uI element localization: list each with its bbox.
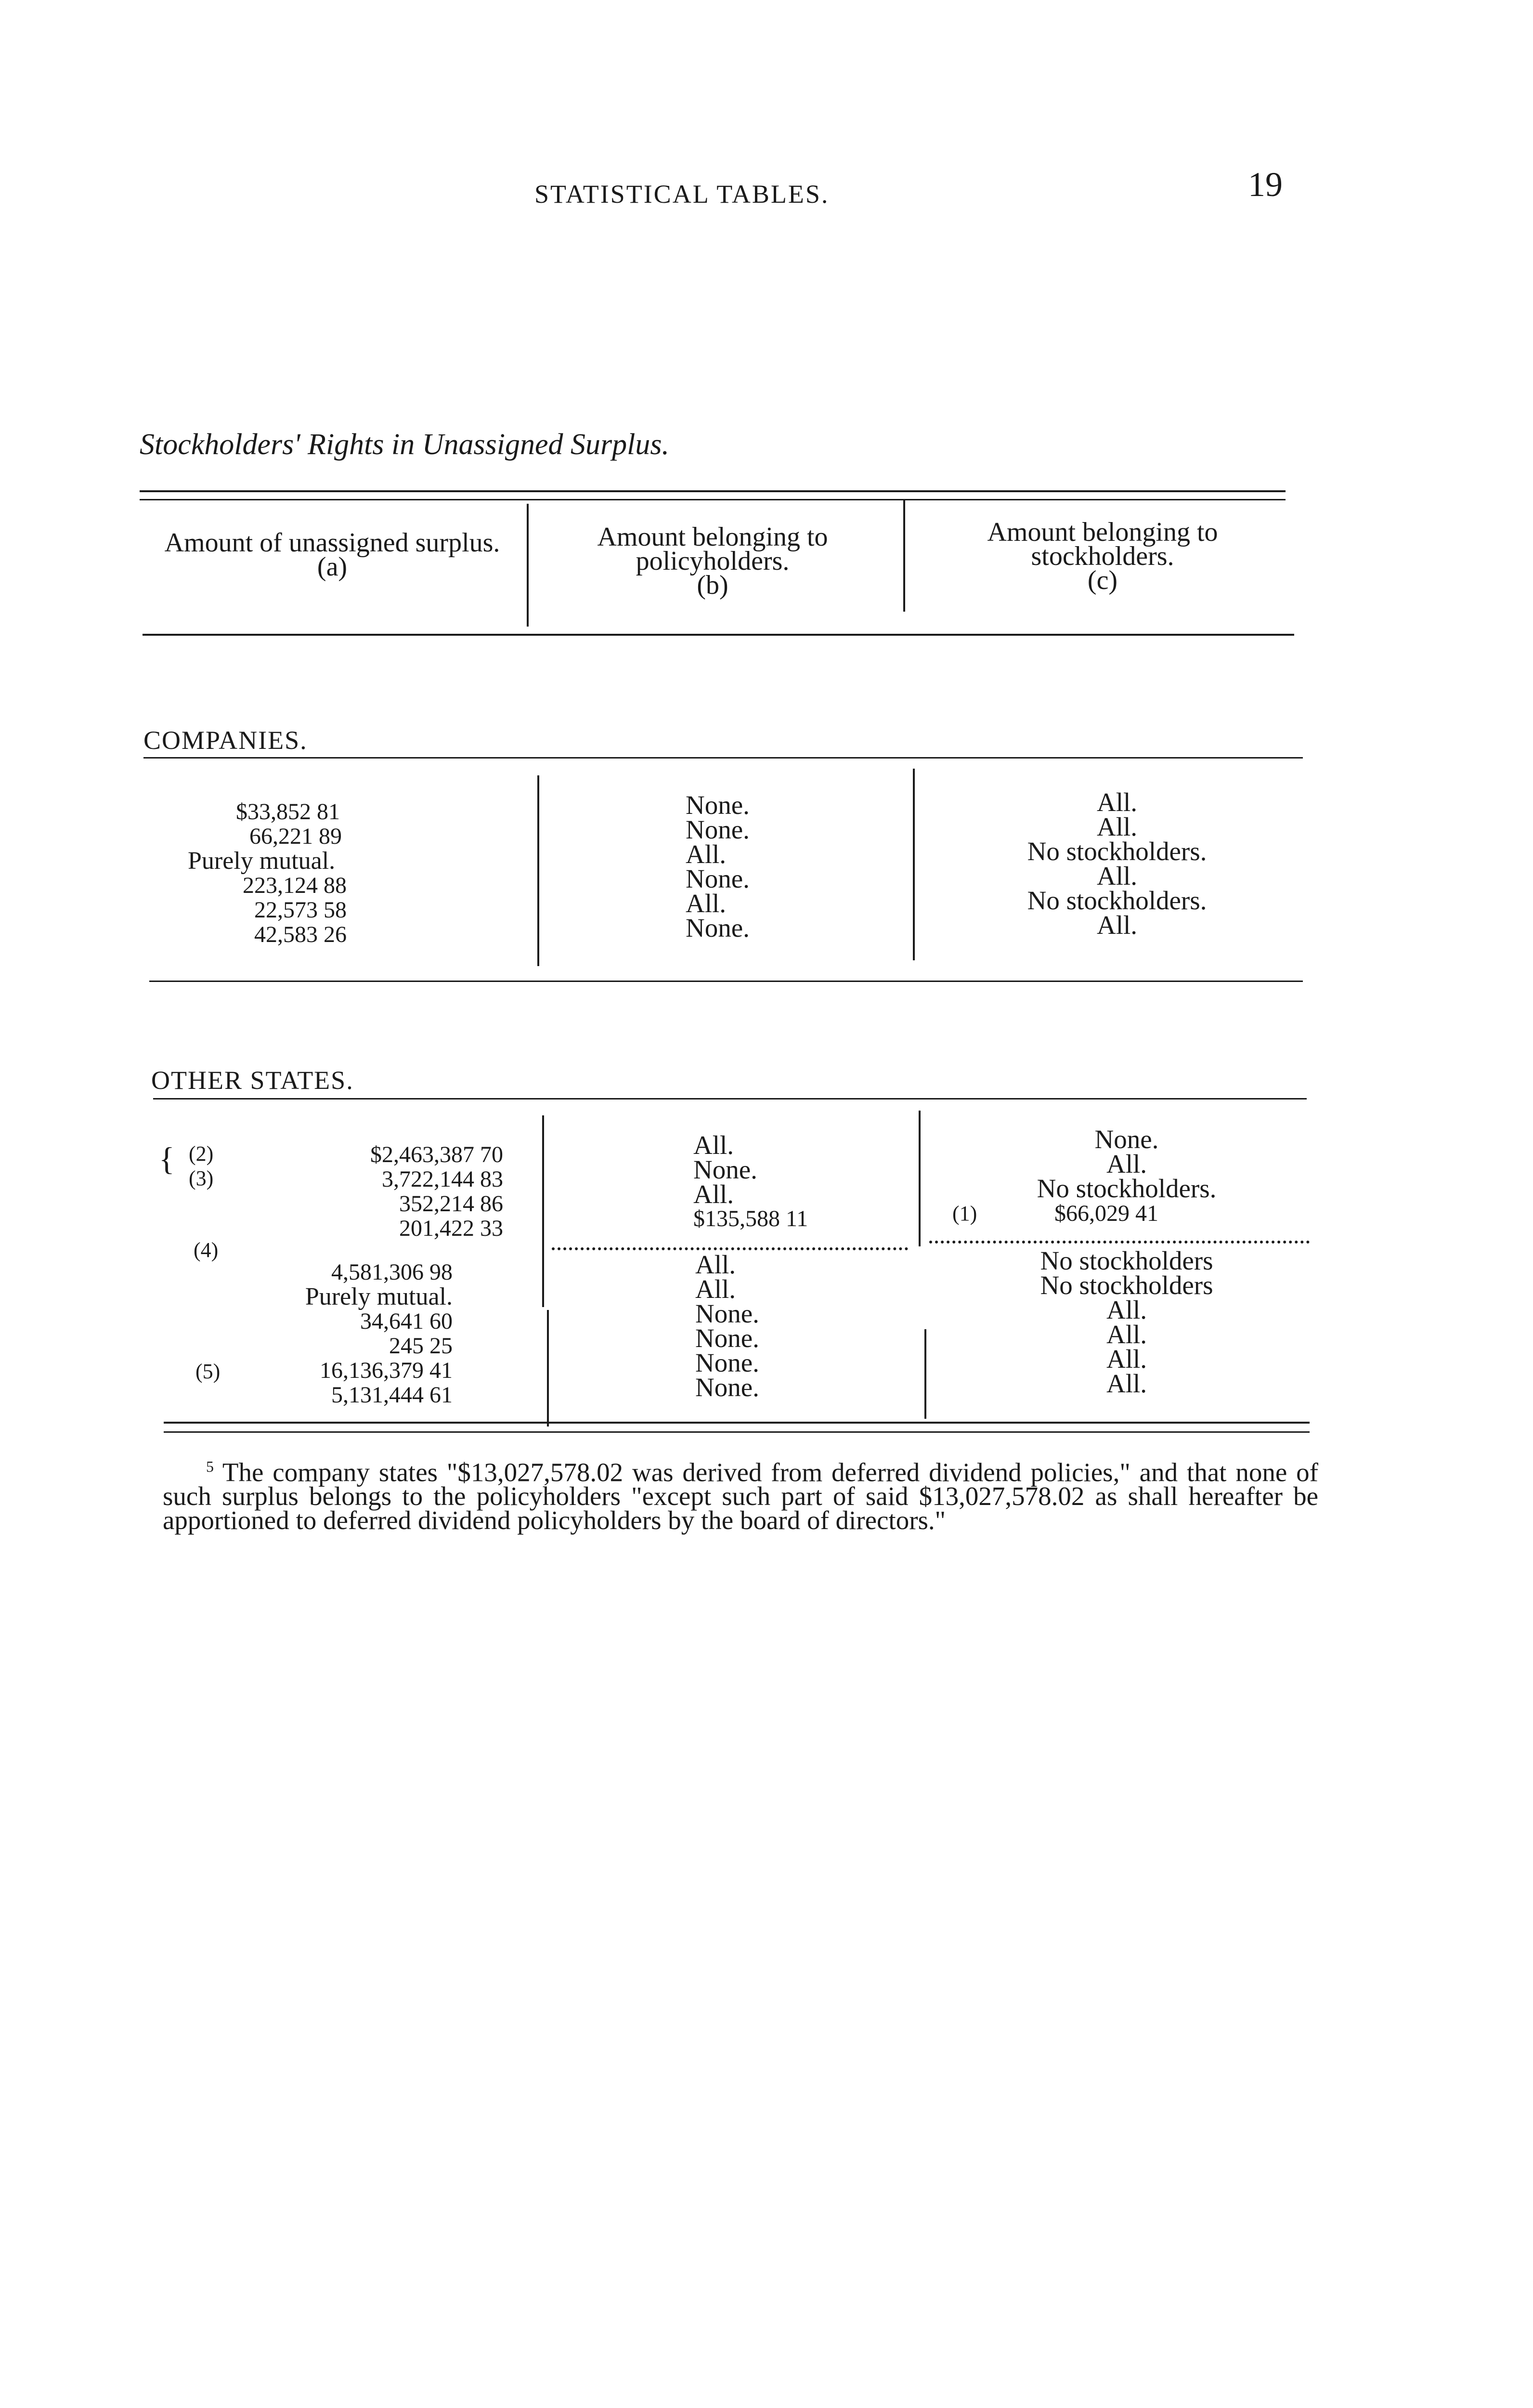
cell: All. <box>1106 1369 1147 1398</box>
cell: None. <box>693 1155 757 1184</box>
column-header-a <box>159 528 506 582</box>
cell: All. <box>693 1130 734 1160</box>
cell: 3,722,144 83 <box>382 1166 503 1192</box>
column-header-a-label: Amount of unassigned surplus. <box>164 528 500 558</box>
cell: Purely mutual. <box>305 1283 453 1310</box>
companies-col-c <box>963 787 1271 940</box>
top-rule <box>140 490 1286 492</box>
other-lower-col-b <box>695 1252 759 1400</box>
section-bottom-rule <box>149 981 1303 982</box>
upper-refs <box>189 1141 213 1191</box>
ref-mark: (2) <box>189 1142 214 1165</box>
col-divider <box>547 1310 549 1426</box>
section-title-other-states: OTHER STATES. <box>151 1066 354 1095</box>
page-number: 19 <box>1248 165 1283 204</box>
cell: All. <box>1096 812 1138 841</box>
cell: No stockholders <box>1040 1246 1213 1275</box>
cell: None. <box>686 913 750 942</box>
col-divider <box>903 500 905 612</box>
cell: 4,581,306 98 <box>331 1259 453 1285</box>
cell: $33,852 81 <box>236 799 340 824</box>
other-upper-col-b <box>693 1130 808 1231</box>
cell: 16,136,379 41 <box>320 1358 453 1383</box>
cell: All. <box>1096 910 1138 940</box>
table-caption: Stockholders' Rights in Unassigned Surplus. <box>140 428 669 461</box>
cell: $2,463,387 70 <box>370 1142 503 1167</box>
cell: All. <box>1106 1149 1147 1178</box>
cell: None. <box>686 864 750 893</box>
running-header: STATISTICAL TABLES. <box>534 180 830 209</box>
cell: None. <box>695 1373 759 1402</box>
col-divider <box>537 775 539 966</box>
cell: 42,583 26 <box>254 922 347 947</box>
cell: 5,131,444 61 <box>331 1382 453 1408</box>
cell: 352,214 86 <box>399 1191 503 1217</box>
column-header-c <box>944 517 1261 595</box>
ref-mark: (5) <box>195 1360 221 1383</box>
cell: All. <box>695 1274 736 1304</box>
brace-symbol: { <box>159 1140 175 1177</box>
cell: No stockholders <box>1040 1270 1213 1300</box>
column-header-b-letter: (b) <box>697 570 728 600</box>
column-header-c-letter: (c) <box>1087 565 1118 595</box>
column-header-a-letter: (a) <box>317 552 348 582</box>
cell: $135,588 11 <box>693 1206 808 1231</box>
cell: Purely mutual. <box>188 847 336 875</box>
col-divider <box>542 1115 544 1307</box>
cell: No stockholders. <box>1037 1174 1217 1203</box>
cell: 245 25 <box>389 1333 453 1359</box>
cell: None. <box>695 1323 759 1353</box>
other-upper-col-c <box>973 1127 1281 1201</box>
cell: None. <box>1094 1125 1159 1154</box>
table-bottom-rule-inner <box>164 1431 1310 1433</box>
cell: 201,422 33 <box>399 1216 503 1241</box>
top-rule-inner <box>140 499 1286 500</box>
section-title-companies: COMPANIES. <box>143 726 308 755</box>
cell: All. <box>695 1250 736 1279</box>
section-rule <box>143 757 1303 759</box>
cell: 223,124 88 <box>243 873 347 898</box>
cell: All. <box>1106 1320 1147 1349</box>
ref-mark: (4) <box>194 1238 219 1262</box>
col-divider <box>913 769 915 960</box>
cell: None. <box>686 815 750 844</box>
header-bottom-rule <box>143 634 1294 636</box>
cell: None. <box>695 1348 759 1377</box>
cell: All. <box>686 889 727 918</box>
section-rule <box>153 1098 1307 1099</box>
cell: All. <box>1106 1344 1147 1374</box>
other-lower-col-c <box>973 1248 1281 1396</box>
dotted-separator <box>929 1241 1310 1243</box>
cell: All. <box>693 1179 734 1209</box>
column-header-b <box>554 522 871 600</box>
cell: $66,029 41 <box>1054 1201 1158 1226</box>
cell: 22,573 58 <box>254 897 347 923</box>
col-divider <box>527 504 529 627</box>
cell: 34,641 60 <box>360 1309 453 1334</box>
cell: 66,221 89 <box>249 824 342 849</box>
cell: No stockholders. <box>1027 837 1207 866</box>
companies-col-b <box>686 790 750 942</box>
column-header-b-label: Amount belonging to policyholders. <box>597 522 828 576</box>
col-divider <box>919 1111 921 1246</box>
companies-col-a <box>188 799 477 947</box>
table-bottom-rule <box>164 1422 1310 1424</box>
cell: All. <box>686 839 727 869</box>
col-divider <box>924 1329 926 1419</box>
cell: All. <box>1096 787 1138 817</box>
footnote <box>163 1454 1318 1535</box>
ref-mark: (3) <box>189 1166 214 1190</box>
other-upper-col-a <box>282 1142 503 1241</box>
other-lower-col-a <box>241 1260 453 1407</box>
cell: None. <box>686 790 750 820</box>
footnote-marker: 5 <box>206 1458 214 1475</box>
cell: No stockholders. <box>1027 886 1207 915</box>
cell: All. <box>1096 861 1138 890</box>
cell: None. <box>695 1299 759 1328</box>
cell: All. <box>1106 1295 1147 1324</box>
footnote-text: The company states "$13,027,578.02 was derived from deferred dividend policies," and that none of such surplus belongs to the policyholders "except such part of said $13,027,578.02 as shall hereafter be apportioned to deferred dividend policyholders by the board of directors." <box>163 1457 1318 1535</box>
ref-mark-c: (1) <box>952 1202 977 1225</box>
column-header-c-label: Amount belonging to stockholders. <box>987 517 1218 571</box>
